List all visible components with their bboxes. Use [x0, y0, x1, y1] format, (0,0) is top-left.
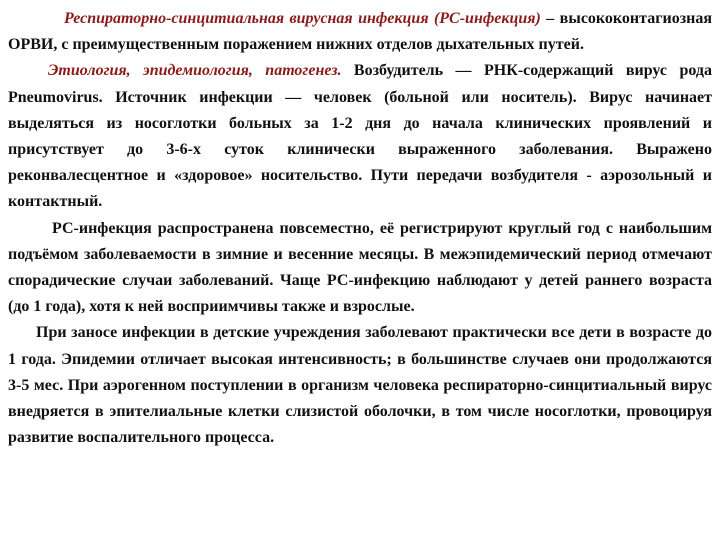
definition-text: – высококонтагиозная ОРВИ, с преимущественным поражением нижних отделов дыхательных путей. [8, 10, 712, 54]
paragraph-definition [8, 6, 712, 58]
definition-term: Респираторно-синцитиальная вирусная инфекция (РС-инфекция) [64, 10, 541, 27]
etiology-heading: Этиология, эпидемиология, патогенез. [48, 62, 342, 80]
pathogenesis-text: При заносе инфекции в детские учреждения заболевают практически все дети в возрасте до 1 года. Эпидемии отличает высокая интенсивность; в большинстве случаев они продолжаются 3-5 мес. При аэрогенном поступлении в организм человека респираторно-синцитиальный вирус внедряется в эпителиальные клетки слизистой оболочки, в том числе носоглотки, провоцируя развитие воспалительного процесса. [8, 324, 712, 447]
document-body [8, 6, 712, 451]
epidemiology-text: РС-инфекция распространена повсеместно, её регистрируют круглый год с наибольшим подъёмом заболеваемости в зимние и весенние месяцы. В межэпидемический период отмечают спорадические случаи заболеваний. Чаще РС-инфекцию наблюдают у детей раннего возраста (до 1 года), хотя к ней восприимчивы также и взрослые. [8, 219, 712, 316]
paragraph-epidemiology [8, 216, 712, 321]
paragraph-etiology [8, 58, 712, 215]
paragraph-pathogenesis [8, 320, 712, 451]
etiology-text: Возбудитель — РНК-содержащий вирус рода Pneumovirus. Источник инфекции — человек (больной или носитель). Вирус начинает выделяться из носоглотки больных за 1-2 дня до начала клинических проявлений и присутствует до 3-6-х суток клинически выраженного заболевания. Выражено реконвалесцентное и «здоровое» носительство. Пути передачи возбудителя - аэрозольный и контактный. [8, 62, 713, 211]
